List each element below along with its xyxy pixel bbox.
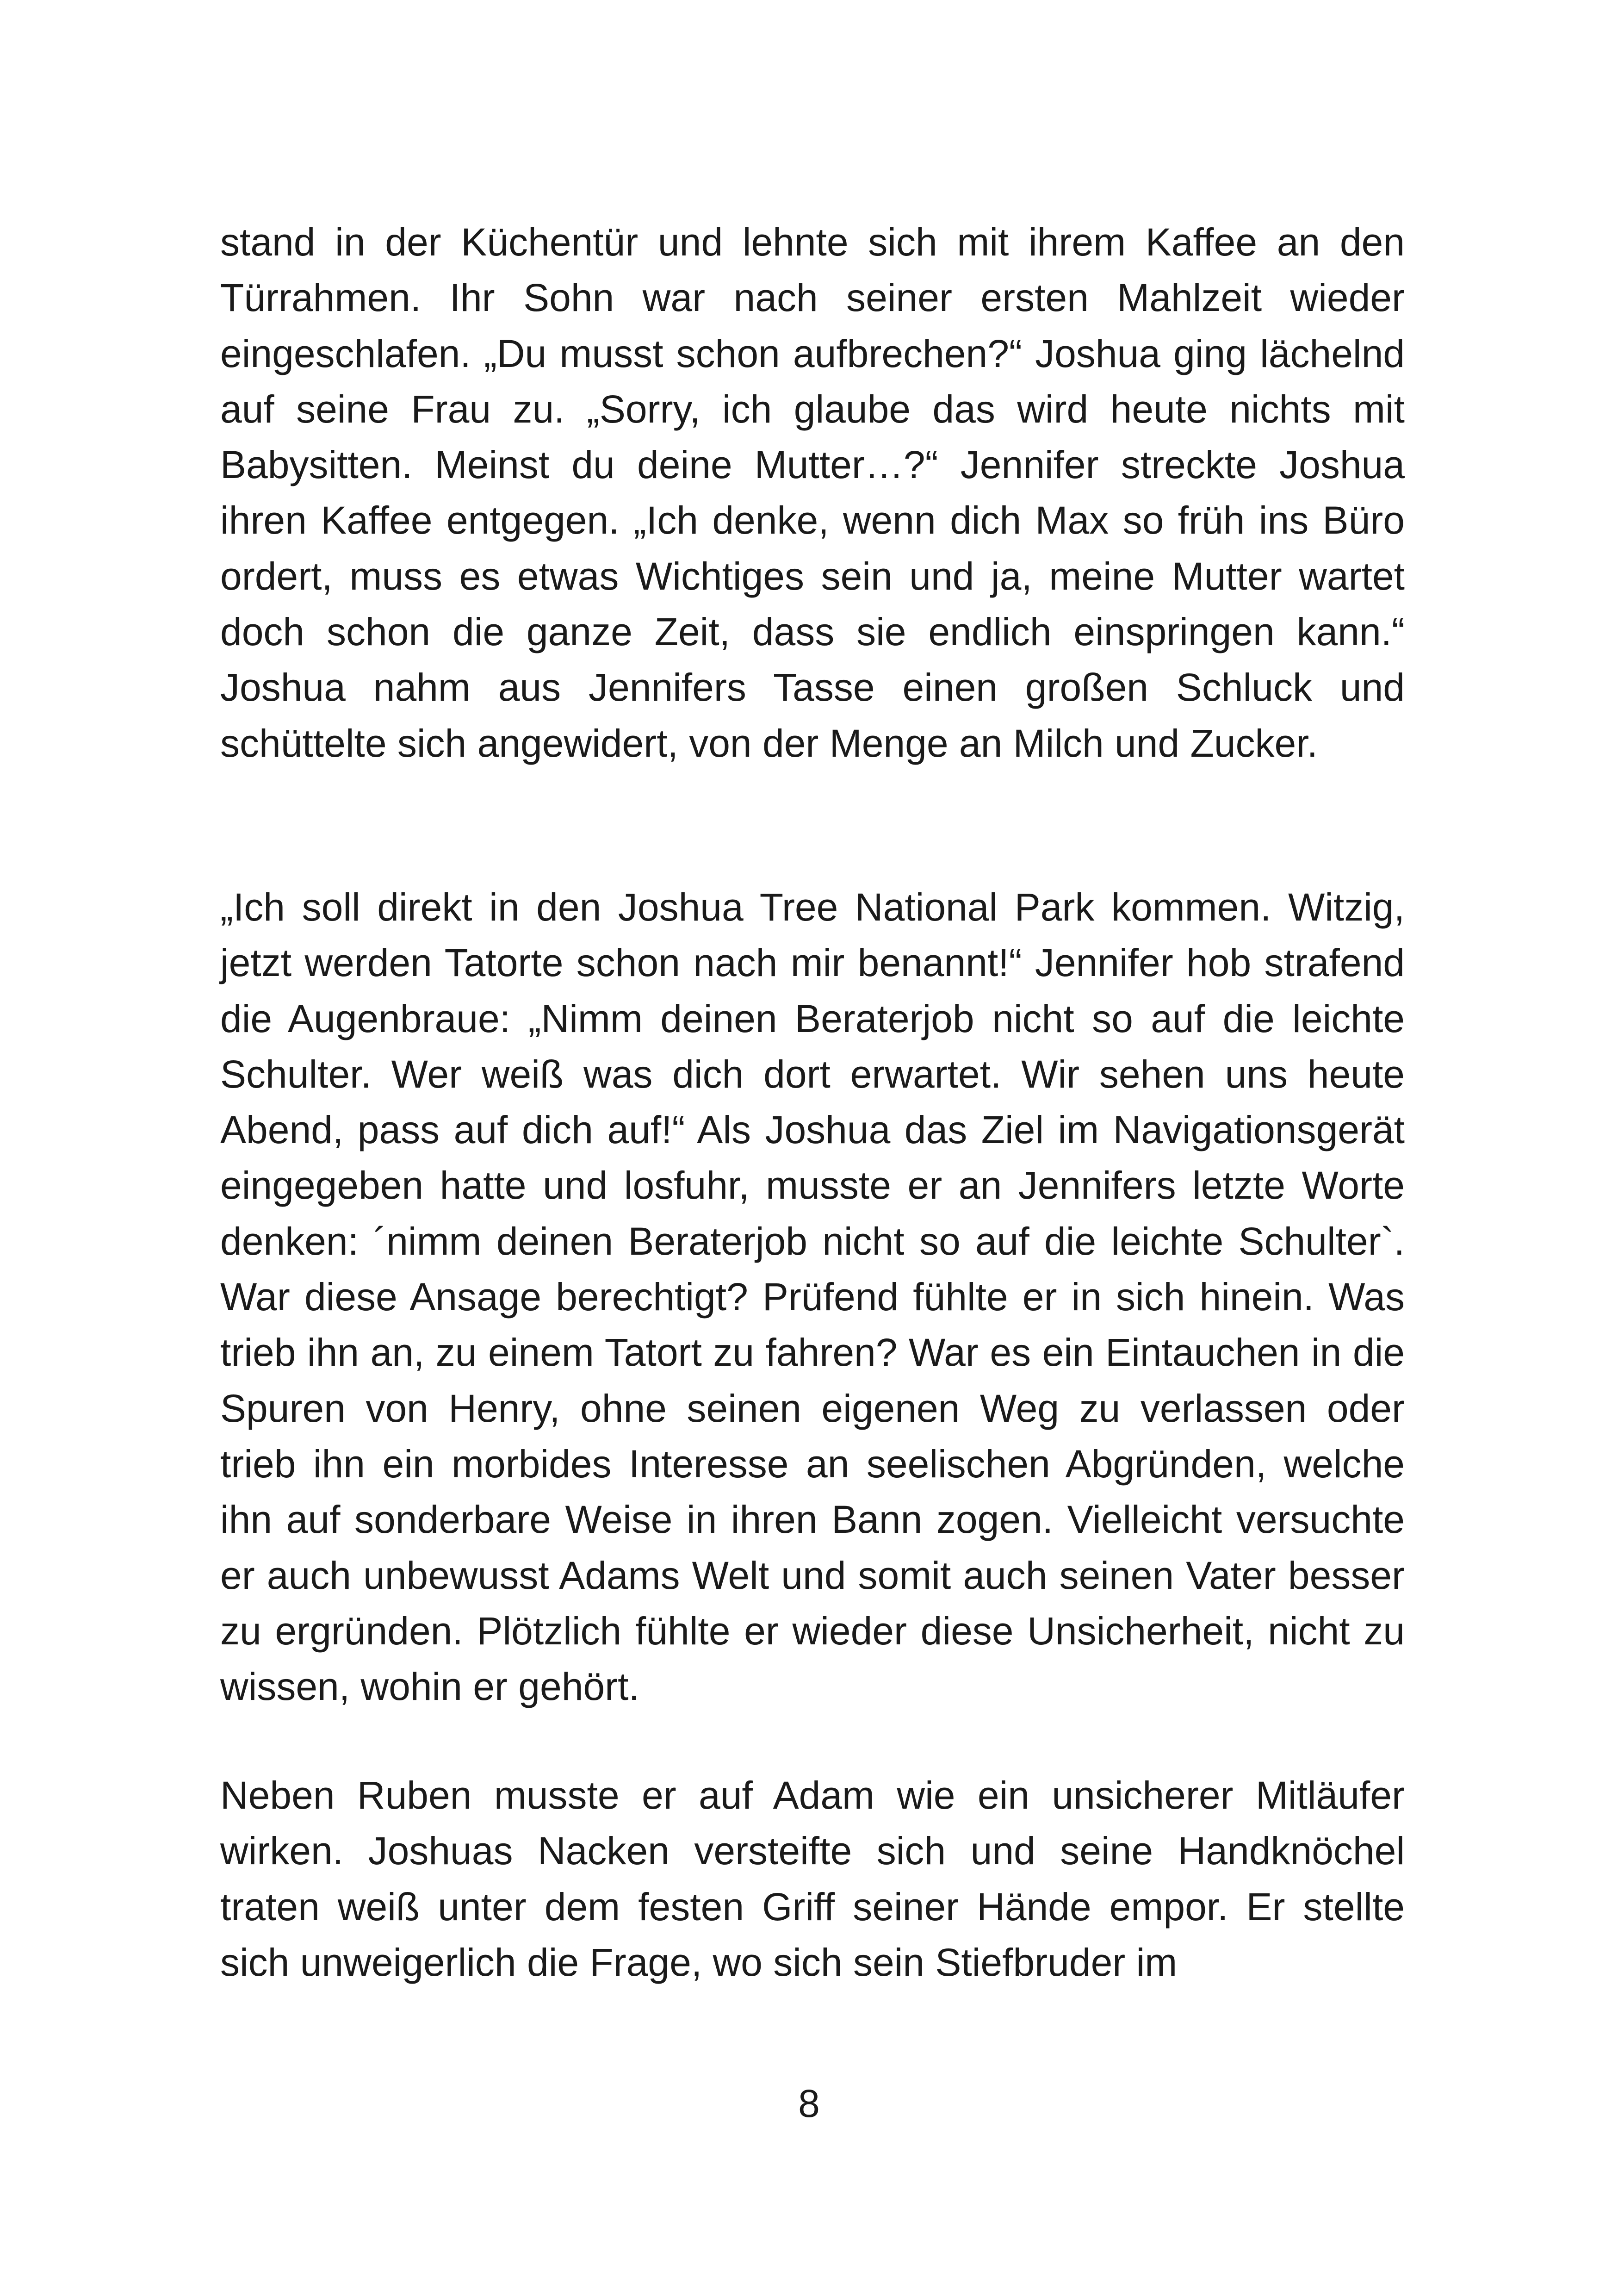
paragraph-ruben-adam: Neben Ruben musste er auf Adam wie ein unsicherer Mitläufer wirken. Joshuas Nacken versteifte sich und seine Handknöchel traten weiß unter dem festen Griff seiner Hände empor. Er stellte sich unweigerlich die Frage, wo sich sein Stiefbruder im: [220, 1773, 1405, 1984]
page-number: 8: [798, 2082, 820, 2125]
paragraph-national-park: „Ich soll direkt in den Joshua Tree National Park kommen. Witzig, jetzt werden Tatorte schon nach mir benannt!“ Jennifer hob strafend die Augenbraue: „Nimm deinen Beraterjob nicht so auf die leichte Schulter. Wer weiß was dich dort erwartet. Wir sehen uns heute Abend, pass auf dich auf!“ Als Joshua das Ziel im Navigationsgerät eingegeben hatte und losfuhr, musste er an Jennifers letzte Worte denken: ´nimm deinen Beraterjob nicht so auf die leichte Schulter`. War diese Ansage berechtigt? Prüfend fühlte er in sich hinein. Was trieb ihn an, zu einem Tatort zu fahren? War es ein Eintauchen in die Spuren von Henry, ohne seinen eigenen Weg zu verlassen oder trieb ihn ein morbides Interesse an seelischen Abgründen, welche ihn auf sonderbare Weise in ihren Bann zogen. Vielleicht versuchte er auch unbewusst Adams Welt und somit auch seinen Vater besser zu ergründen. Plötzlich fühlte er wieder diese Unsicherheit, nicht zu wissen, wohin er gehört.: [220, 885, 1405, 1709]
paragraph-kitchen-scene: stand in der Küchentür und lehnte sich mit ihrem Kaffee an den Türrahmen. Ihr Sohn war nach seiner ersten Mahlzeit wieder eingeschlafen. „Du musst schon aufbrechen?“ Joshua ging lächelnd auf seine Frau zu. „Sorry, ich glaube das wird heute nichts mit Babysitten. Meinst du deine Mutter…?“ Jennifer streckte Joshua ihren Kaffee entgegen. „Ich denke, wenn dich Max so früh ins Büro ordert, muss es etwas Wichtiges sein und ja, meine Mutter wartet doch schon die ganze Zeit, dass sie endlich einspringen kann.“ Joshua nahm aus Jennifers Tasse einen großen Schluck und schüttelte sich angewidert, von der Menge an Milch und Zucker.: [220, 220, 1405, 765]
